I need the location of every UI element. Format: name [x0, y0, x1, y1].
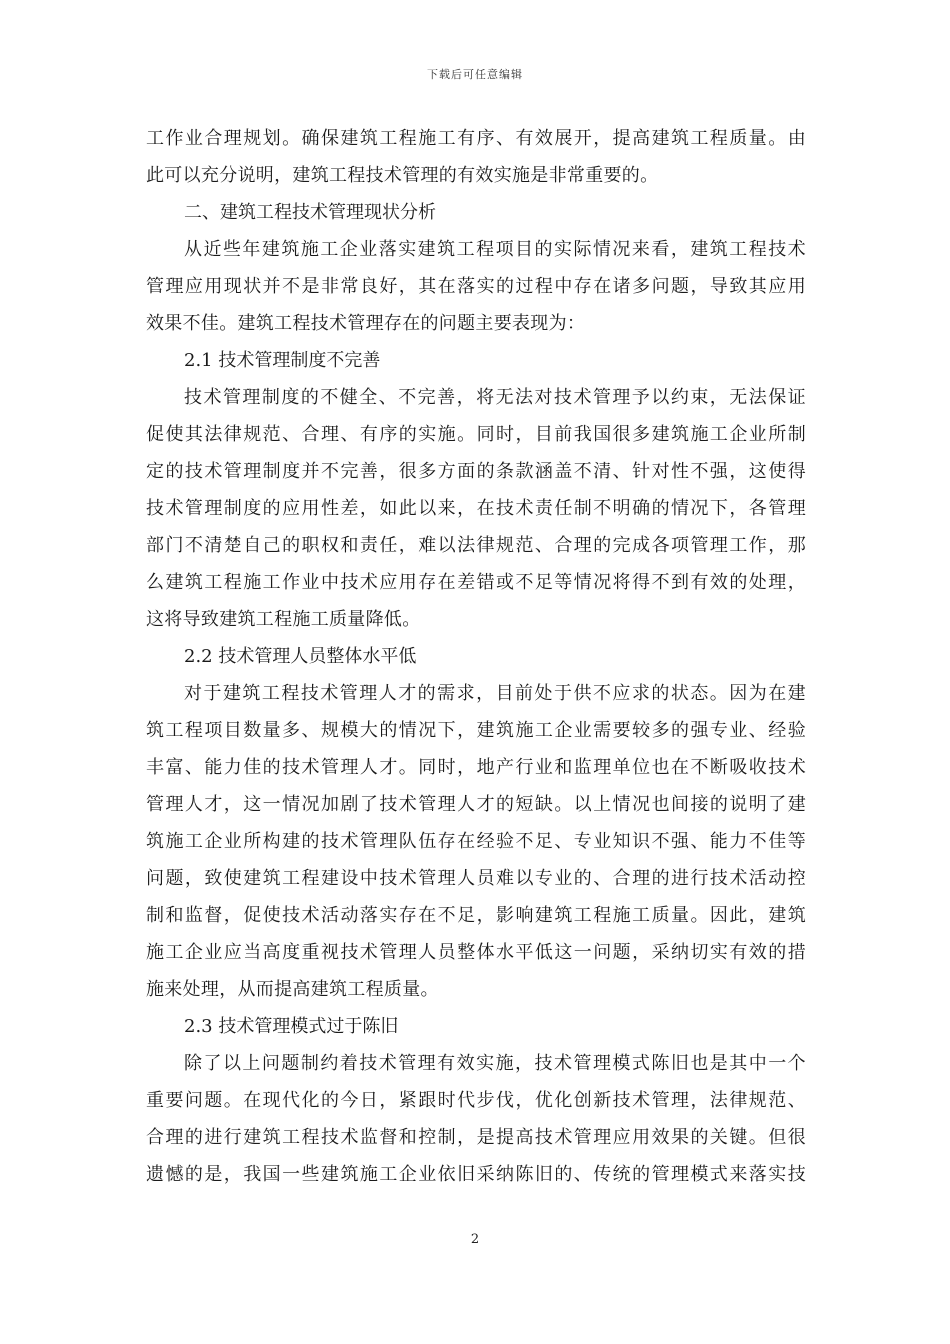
- text-line: 此可以充分说明，建筑工程技术管理的有效实施是非常重要的。: [146, 165, 659, 186]
- text-line: 合理的进行建筑工程技术监督和控制，是提高技术管理应用效果的关键。但很: [146, 1127, 806, 1148]
- paragraph: [146, 379, 806, 638]
- text-line: 从近些年建筑施工企业落实建筑工程项目的实际情况来看，建筑工程技术: [184, 239, 806, 260]
- text-line: 技术管理制度的应用性差，如此以来，在技术责任制不明确的情况下，各管理: [146, 498, 806, 519]
- text-line: 施工企业应当高度重视技术管理人员整体水平低这一问题，采纳切实有效的措: [146, 942, 806, 963]
- section-heading: 2.1 技术管理制度不完善: [184, 350, 381, 371]
- text-line: 么建筑工程施工作业中技术应用存在差错或不足等情况将得不到有效的处理，: [146, 572, 806, 593]
- text-line: 管理人才，这一情况加剧了技术管理人才的短缺。以上情况也间接的说明了建: [146, 794, 806, 815]
- section-heading: 2.2 技术管理人员整体水平低: [184, 646, 417, 667]
- section-heading: 2.3 技术管理模式过于陈旧: [184, 1016, 399, 1037]
- page-number: 2: [470, 1232, 480, 1247]
- text-line: 筑工程项目数量多、规模大的情况下，建筑施工企业需要较多的强专业、经验: [146, 720, 806, 741]
- text-line: 筑施工企业所构建的技术管理队伍存在经验不足、专业知识不强、能力不佳等: [146, 831, 806, 852]
- text-line: 促使其法律规范、合理、有序的实施。同时，目前我国很多建筑施工企业所制: [146, 424, 806, 445]
- text-line: 丰富、能力佳的技术管理人才。同时，地产行业和监理单位也在不断吸收技术: [146, 757, 806, 778]
- section-heading: 二、建筑工程技术管理现状分析: [184, 202, 436, 223]
- text-line: 除了以上问题制约着技术管理有效实施，技术管理模式陈旧也是其中一个: [184, 1053, 806, 1074]
- text-line: 这将导致建筑工程施工质量降低。: [146, 609, 421, 630]
- paragraph: [146, 675, 806, 1008]
- paragraph: [146, 1045, 806, 1193]
- text-line: 遗憾的是，我国一些建筑施工企业依旧采纳陈旧的、传统的管理模式来落实技: [146, 1164, 806, 1185]
- text-line: 重要问题。在现代化的今日，紧跟时代步伐，优化创新技术管理，法律规范、: [146, 1090, 806, 1111]
- document-body: [146, 120, 806, 1193]
- text-line: 制和监督，促使技术活动落实存在不足，影响建筑工程施工质量。因此，建筑: [146, 905, 806, 926]
- text-line: 管理应用现状并不是非常良好，其在落实的过程中存在诸多问题，导致其应用: [146, 276, 806, 297]
- page-header: 下载后可任意编辑: [427, 68, 523, 81]
- text-line: 施来处理，从而提高建筑工程质量。: [146, 979, 439, 1000]
- text-line: 对于建筑工程技术管理人才的需求，目前处于供不应求的状态。因为在建: [184, 683, 806, 704]
- paragraph: [146, 120, 806, 194]
- paragraph: [146, 231, 806, 342]
- text-line: 技术管理制度的不健全、不完善，将无法对技术管理予以约束，无法保证: [184, 387, 806, 408]
- text-line: 定的技术管理制度并不完善，很多方面的条款涵盖不清、针对性不强，这使得: [146, 461, 806, 482]
- text-line: 效果不佳。建筑工程技术管理存在的问题主要表现为：: [146, 313, 586, 334]
- text-line: 问题，致使建筑工程建设中技术管理人员难以专业的、合理的进行技术活动控: [146, 868, 806, 889]
- text-line: 工作业合理规划。确保建筑工程施工有序、有效展开，提高建筑工程质量。由: [146, 128, 806, 149]
- text-line: 部门不清楚自己的职权和责任，难以法律规范、合理的完成各项管理工作，那: [146, 535, 806, 556]
